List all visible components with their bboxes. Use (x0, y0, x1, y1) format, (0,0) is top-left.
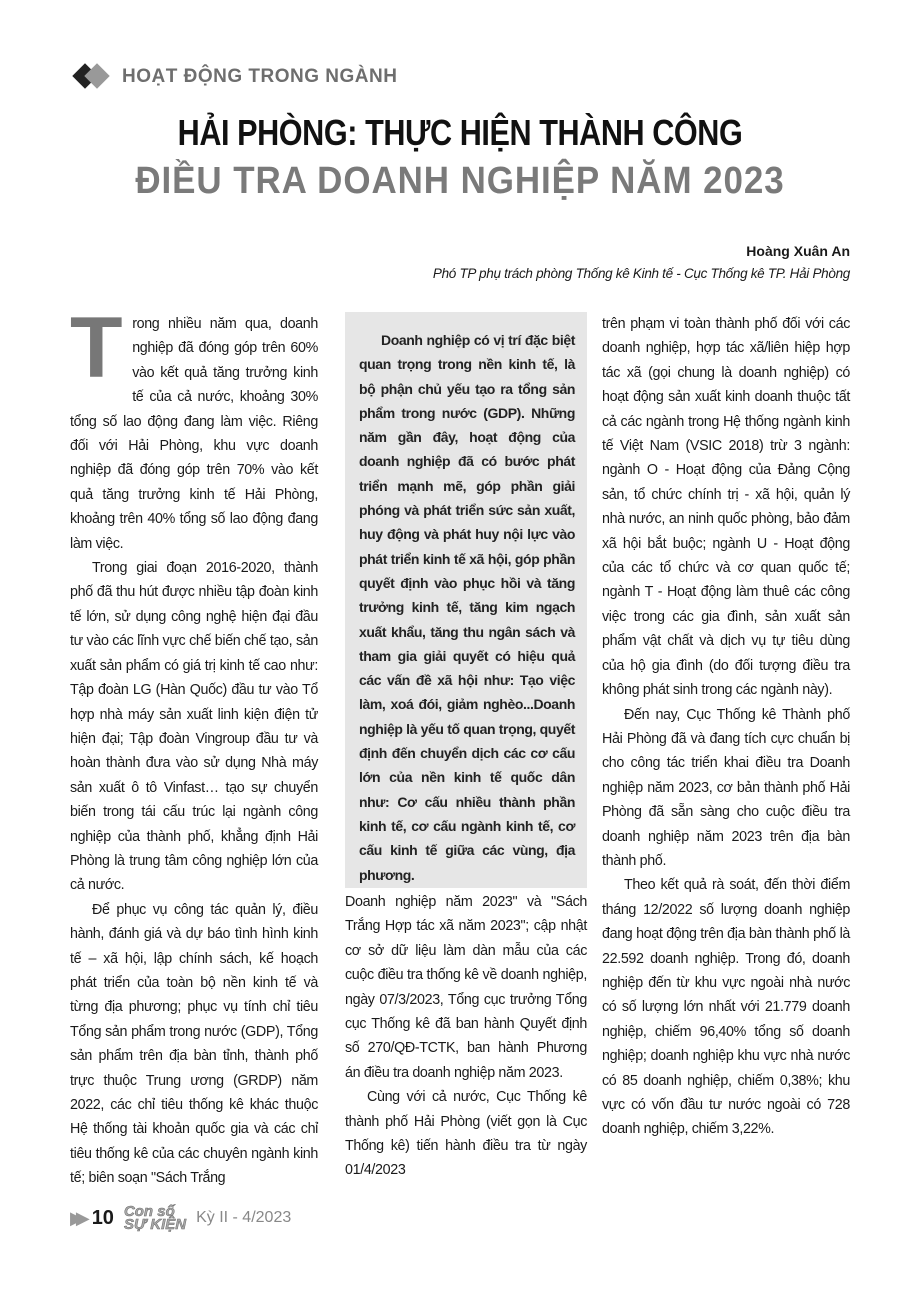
issue-label: Kỳ II - 4/2023 (196, 1209, 292, 1226)
section-label: HOẠT ĐỘNG TRONG NGÀNH (122, 66, 398, 87)
double-arrow-icon: ▶▶ (70, 1207, 82, 1228)
column-3 (602, 312, 850, 1142)
logo-line-1: Con số (123, 1203, 175, 1220)
paragraph: Đến nay, Cục Thống kê Thành phố Hải Phòng đã và đang tích cực chuẩn bị cho công tác triển khai điều tra Doanh nghiệp năm 2023, cơ bản thành phố Hải Phòng đã sẵn sàng cho cuộc điều tra doanh nghiệp năm 2023 trên địa bàn thành phố. (602, 706, 850, 869)
paragraph: Trong giai đoạn 2016-2020, thành phố đã thu hút được nhiều tập đoàn kinh tế lớn, sử dụng công nghệ hiện đại đầu tư vào các lĩnh vực chế biến chế tạo, sản xuất sản phẩm có giá trị kinh tế cao như: Tập đoàn LG (Hàn Quốc) đầu tư vào Tổ hợp nhà máy sản xuất linh kiện điện tử hiện đại; Tập đoàn Vingroup đầu tư và hoàn thành đưa vào sử dụng Nhà máy sản xuất ô tô Vinfast… tạo sự chuyển biến trong tái cấu trúc lại ngành công nghiệp của thành phố, khẳng định Hải Phòng là trung tâm công nghiệp lớn của cả nước. (70, 560, 318, 894)
column-1 (70, 300, 318, 1191)
title-line-2: ĐIỀU TRA DOANH NGHIỆP NĂM 2023 (135, 160, 785, 202)
pullquote-text: Doanh nghiệp có vị trí đặc biệt quan trọng trong nền kinh tế, là bộ phận chủ yếu tạo ra tổng sản phẩm trong nước (GDP). Những năm gần đây, hoạt động của doanh nghiệp đã có bước phát triển mạnh mẽ, góp phần giải phóng và phát triển sức sản xuất, huy động và phát huy nội lực vào phát triển kinh tế xã hội, góp phần quyết định vào phục hồi và tăng trưởng kinh tế, tăng kim ngạch xuất khẩu, tăng thu ngân sách và tham gia giải quyết có hiệu quả các vấn đề xã hội như: Tạo việc làm, xoá đói, giảm nghèo...Doanh nghiệp là yếu tố quan trọng, quyết định đến chuyển dịch các cơ cấu lớn của nền kinh tế quốc dân như: Cơ cấu nhiều thành phần kinh tế, cơ cấu ngành kinh tế, cơ cấu kinh tế giữa các vùng, địa phương. (359, 332, 575, 883)
page-footer (70, 1205, 291, 1231)
section-header (70, 64, 397, 90)
page-number: 10 (91, 1206, 114, 1229)
logo-line-2: SỰ KIỆN (123, 1216, 187, 1233)
paragraph: Theo kết quả rà soát, đến thời điểm tháng 12/2022 số lượng doanh nghiệp đang hoạt động trên địa bàn thành phố là 22.592 doanh nghiệp. Trong đó, doanh nghiệp đến từ khu vực ngoài nhà nước có số lượng lớn nhất với 21.779 doanh nghiệp, chiếm 96,40% tổng số doanh nghiệp; doanh nghiệp khu vực nhà nước có 85 doanh nghiệp, chiếm 0,38%; khu vực có vốn đầu tư nước ngoài có 728 doanh nghiệp, chiếm 3,22%. (602, 877, 850, 1138)
drop-cap: T (70, 300, 123, 396)
title-line-1: HẢI PHÒNG: THỰC HIỆN THÀNH CÔNG (177, 112, 743, 153)
author-role: Phó TP phụ trách phòng Thống kê Kinh tế - Cục Thống kê TP. Hải Phòng (432, 266, 850, 281)
pullquote-box (345, 312, 587, 888)
magazine-logo (124, 1205, 186, 1231)
paragraph: Để phục vụ công tác quản lý, điều hành, đánh giá và dự báo tình hình kinh tế – xã hội, lập chính sách, kế hoạch phát triển của toàn bộ nền kinh tế và từng địa phương; phục vụ tính chỉ tiêu Tổng sản phẩm trong nước (GDP), Tổng sản phẩm trên địa bàn tỉnh, thành phố trực thuộc Trung ương (GRDP) năm 2022, các chỉ tiêu thống kê khác thuộc Hệ thống tài khoản quốc gia và các chỉ tiêu thống kê của các chuyên ngành kinh tế; biên soạn "Sách Trắng (70, 901, 318, 1187)
author-name: Hoàng Xuân An (746, 243, 850, 259)
paragraph: trên phạm vi toàn thành phố đối với các doanh nghiệp, hợp tác xã/liên hiệp hợp tác xã (gọi chung là doanh nghiệp) có hoạt động sản xuất kinh doanh thuộc tất cả các ngành trong Hệ thống ngành kinh tế Việt Nam (VSIC 2018) trừ 3 ngành: ngành O - Hoạt động của Đảng Cộng sản, tổ chức chính trị - xã hội, quản lý nhà nước, an ninh quốc phòng, bảo đảm xã hội bắt buộc; ngành U - Hoạt động của các tổ chức và cơ quan quốc tế; ngành T - Hoạt động làm thuê các công việc trong các gia đình, sản xuất sản phẩm vật chất và dịch vụ tự tiêu dùng của hộ gia đình (do đối tượng điều tra không phát sinh trong các ngành này). (602, 316, 850, 699)
column-2 (345, 890, 587, 1183)
double-chevron-icon (70, 64, 114, 90)
paragraph: rong nhiều năm qua, doanh nghiệp đã đóng góp trên 60% vào kết quả tăng trưởng kinh tế của cả nước, khoảng 30% tổng số lao động đang làm việc. Riêng đối với Hải Phòng, khu vực doanh nghiệp đã đóng góp trên 70% vào kết quả tăng trưởng kinh tế Hải Phòng, khoảng trên 40% tổng số lao động đang làm việc. (70, 316, 318, 552)
paragraph: Doanh nghiệp năm 2023" và "Sách Trắng Hợp tác xã năm 2023"; cập nhật cơ sở dữ liệu làm dàn mẫu của các cuộc điều tra thống kê về doanh nghiệp, ngày 07/3/2023, Tổng cục trưởng Tổng cục Thống kê đã ban hành Quyết định số 270/QĐ-TCTK, ban hành Phương án điều tra doanh nghiệp năm 2023. (345, 894, 587, 1081)
paragraph: Cùng với cả nước, Cục Thống kê thành phố Hải Phòng (viết gọn là Cục Thống kê) tiến hành điều tra từ ngày 01/4/2023 (345, 1089, 587, 1179)
